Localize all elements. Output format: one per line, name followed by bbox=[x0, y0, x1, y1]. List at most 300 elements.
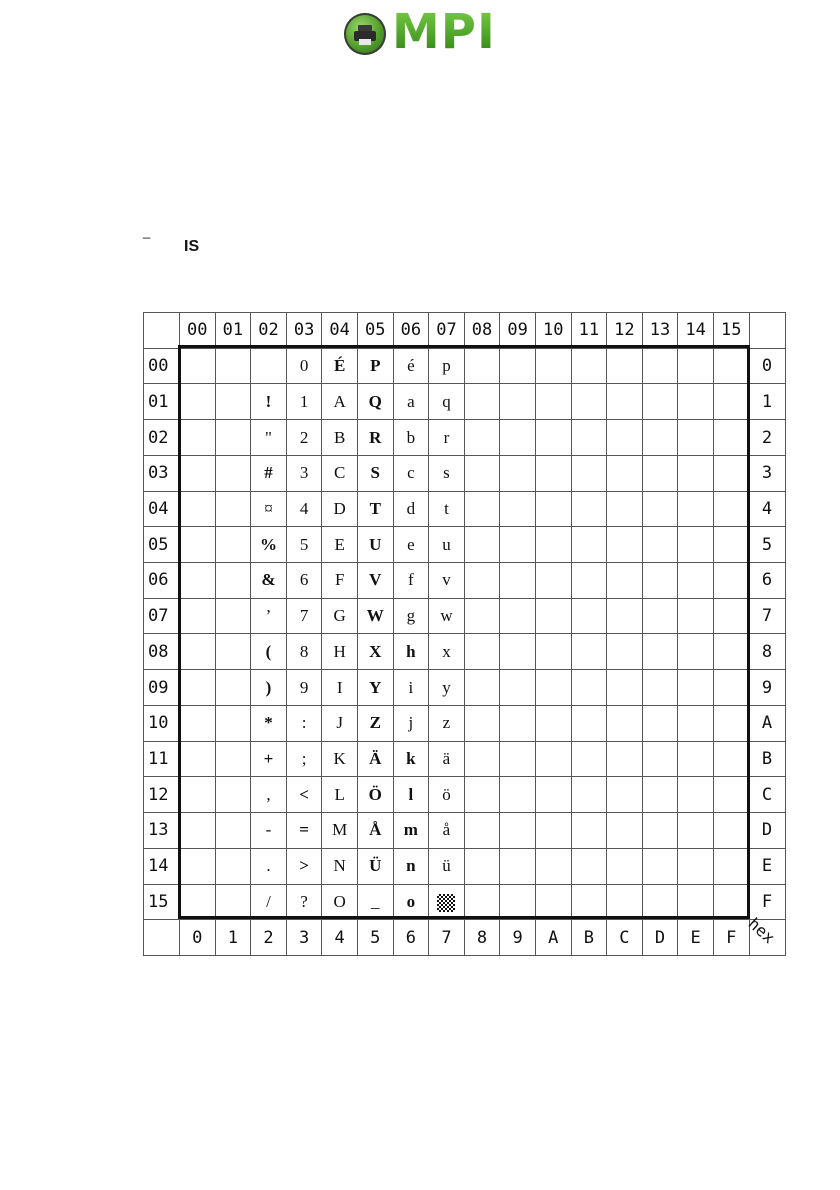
code-cell: y bbox=[429, 670, 465, 706]
code-cell: K bbox=[322, 741, 358, 777]
code-cell bbox=[678, 884, 714, 920]
code-cell bbox=[607, 884, 643, 920]
hex-row-label: C bbox=[749, 777, 785, 813]
code-cell: o bbox=[393, 884, 429, 920]
column-header: 13 bbox=[642, 313, 678, 349]
code-cell bbox=[500, 705, 536, 741]
code-cell bbox=[464, 348, 500, 384]
code-cell: 4 bbox=[286, 491, 322, 527]
code-cell: 0 bbox=[286, 348, 322, 384]
column-header: 01 bbox=[215, 313, 251, 349]
code-cell: ( bbox=[251, 634, 287, 670]
bottom-label-row bbox=[144, 920, 786, 956]
code-cell bbox=[464, 813, 500, 849]
column-header: 12 bbox=[607, 313, 643, 349]
hex-column-label: 5 bbox=[357, 920, 393, 956]
code-cell bbox=[642, 670, 678, 706]
column-header: 08 bbox=[464, 313, 500, 349]
top-right-corner bbox=[749, 313, 785, 349]
column-header: 03 bbox=[286, 313, 322, 349]
code-cell bbox=[571, 634, 607, 670]
code-cell bbox=[713, 598, 749, 634]
column-header: 07 bbox=[429, 313, 465, 349]
code-cell bbox=[464, 884, 500, 920]
printer-icon bbox=[344, 13, 386, 55]
row-header: 05 bbox=[144, 527, 180, 563]
code-cell bbox=[215, 848, 251, 884]
logo-text: MPI bbox=[392, 4, 496, 60]
code-cell bbox=[571, 884, 607, 920]
code-cell bbox=[678, 777, 714, 813]
code-cell: p bbox=[429, 348, 465, 384]
code-cell: I bbox=[322, 670, 358, 706]
code-cell bbox=[642, 848, 678, 884]
code-cell bbox=[642, 813, 678, 849]
code-cell: P bbox=[357, 348, 393, 384]
code-cell bbox=[713, 777, 749, 813]
code-cell bbox=[215, 384, 251, 420]
code-cell: i bbox=[393, 670, 429, 706]
code-cell bbox=[535, 348, 571, 384]
hex-row-label: 0 bbox=[749, 348, 785, 384]
table-row bbox=[144, 741, 786, 777]
column-header: 11 bbox=[571, 313, 607, 349]
code-cell bbox=[642, 491, 678, 527]
column-header: 04 bbox=[322, 313, 358, 349]
code-cell: e bbox=[393, 527, 429, 563]
code-cell bbox=[500, 777, 536, 813]
code-cell bbox=[607, 813, 643, 849]
code-cell bbox=[500, 384, 536, 420]
code-cell: > bbox=[286, 848, 322, 884]
hex-row-label: 1 bbox=[749, 384, 785, 420]
code-cell bbox=[713, 741, 749, 777]
code-cell bbox=[642, 705, 678, 741]
code-cell: C bbox=[322, 455, 358, 491]
hex-row-label: F bbox=[749, 884, 785, 920]
code-cell: & bbox=[251, 563, 287, 599]
code-cell bbox=[464, 634, 500, 670]
table-row bbox=[144, 598, 786, 634]
code-cell: Q bbox=[357, 384, 393, 420]
table-row bbox=[144, 813, 786, 849]
code-cell bbox=[535, 420, 571, 456]
code-cell bbox=[180, 634, 216, 670]
code-cell bbox=[571, 527, 607, 563]
hex-row-label: B bbox=[749, 741, 785, 777]
hex-row-label: 3 bbox=[749, 455, 785, 491]
code-cell bbox=[713, 527, 749, 563]
code-cell bbox=[607, 348, 643, 384]
code-cell bbox=[571, 348, 607, 384]
code-cell bbox=[571, 705, 607, 741]
code-cell bbox=[180, 705, 216, 741]
code-cell bbox=[678, 455, 714, 491]
code-cell bbox=[678, 527, 714, 563]
code-cell bbox=[713, 384, 749, 420]
column-header: 05 bbox=[357, 313, 393, 349]
code-cell bbox=[713, 491, 749, 527]
code-cell: l bbox=[393, 777, 429, 813]
code-cell: _ bbox=[357, 884, 393, 920]
code-cell bbox=[678, 634, 714, 670]
code-cell bbox=[215, 813, 251, 849]
row-header: 14 bbox=[144, 848, 180, 884]
hex-row-label: 2 bbox=[749, 420, 785, 456]
code-cell: Y bbox=[357, 670, 393, 706]
code-cell bbox=[464, 705, 500, 741]
hex-column-label: B bbox=[571, 920, 607, 956]
code-cell bbox=[713, 634, 749, 670]
code-cell bbox=[464, 527, 500, 563]
code-cell: ü bbox=[429, 848, 465, 884]
code-cell bbox=[678, 384, 714, 420]
code-cell bbox=[678, 491, 714, 527]
code-cell bbox=[251, 348, 287, 384]
code-cell bbox=[464, 848, 500, 884]
code-cell bbox=[535, 527, 571, 563]
code-cell bbox=[500, 741, 536, 777]
hex-column-label: F bbox=[713, 920, 749, 956]
code-cell bbox=[464, 420, 500, 456]
hex-column-label: D bbox=[642, 920, 678, 956]
code-cell bbox=[607, 777, 643, 813]
code-cell bbox=[464, 384, 500, 420]
code-cell: å bbox=[429, 813, 465, 849]
code-cell: A bbox=[322, 384, 358, 420]
code-cell bbox=[500, 563, 536, 599]
row-header: 12 bbox=[144, 777, 180, 813]
code-cell bbox=[500, 491, 536, 527]
code-cell bbox=[215, 634, 251, 670]
row-header: 04 bbox=[144, 491, 180, 527]
hex-column-label: 4 bbox=[322, 920, 358, 956]
code-cell: d bbox=[393, 491, 429, 527]
table-row bbox=[144, 670, 786, 706]
hex-column-label: 7 bbox=[429, 920, 465, 956]
code-cell: k bbox=[393, 741, 429, 777]
hex-row-label: 7 bbox=[749, 598, 785, 634]
code-cell: X bbox=[357, 634, 393, 670]
table-row bbox=[144, 634, 786, 670]
code-cell: 3 bbox=[286, 455, 322, 491]
code-cell bbox=[713, 455, 749, 491]
code-cell: 1 bbox=[286, 384, 322, 420]
row-header: 13 bbox=[144, 813, 180, 849]
code-cell bbox=[642, 384, 678, 420]
table-row bbox=[144, 527, 786, 563]
code-cell bbox=[464, 455, 500, 491]
code-cell: V bbox=[357, 563, 393, 599]
code-cell bbox=[607, 563, 643, 599]
code-cell: O bbox=[322, 884, 358, 920]
code-cell bbox=[571, 670, 607, 706]
code-cell bbox=[678, 563, 714, 599]
code-cell: . bbox=[251, 848, 287, 884]
code-cell: - bbox=[251, 813, 287, 849]
table-row bbox=[144, 705, 786, 741]
column-header: 09 bbox=[500, 313, 536, 349]
table-row bbox=[144, 884, 786, 920]
code-cell bbox=[607, 634, 643, 670]
code-cell: x bbox=[429, 634, 465, 670]
row-header: 00 bbox=[144, 348, 180, 384]
code-cell bbox=[642, 420, 678, 456]
hex-column-label: 3 bbox=[286, 920, 322, 956]
table-row bbox=[144, 455, 786, 491]
code-cell bbox=[642, 527, 678, 563]
row-header: 01 bbox=[144, 384, 180, 420]
code-cell: ; bbox=[286, 741, 322, 777]
code-cell: = bbox=[286, 813, 322, 849]
top-left-corner bbox=[144, 313, 180, 349]
code-cell: ! bbox=[251, 384, 287, 420]
code-cell bbox=[571, 598, 607, 634]
code-cell bbox=[215, 491, 251, 527]
code-cell bbox=[607, 670, 643, 706]
code-cell: 5 bbox=[286, 527, 322, 563]
code-cell bbox=[500, 884, 536, 920]
code-cell: É bbox=[322, 348, 358, 384]
code-cell bbox=[464, 598, 500, 634]
row-header: 02 bbox=[144, 420, 180, 456]
hex-row-label: 9 bbox=[749, 670, 785, 706]
code-cell bbox=[429, 884, 465, 920]
code-cell bbox=[571, 813, 607, 849]
code-cell bbox=[607, 384, 643, 420]
code-cell: R bbox=[357, 420, 393, 456]
code-cell: G bbox=[322, 598, 358, 634]
bottom-left-corner bbox=[144, 920, 180, 956]
code-cell bbox=[215, 884, 251, 920]
code-cell: M bbox=[322, 813, 358, 849]
hex-row-label: D bbox=[749, 813, 785, 849]
code-cell bbox=[500, 455, 536, 491]
code-cell bbox=[535, 741, 571, 777]
code-cell: r bbox=[429, 420, 465, 456]
code-cell: Z bbox=[357, 705, 393, 741]
table-row bbox=[144, 777, 786, 813]
hex-column-label: 2 bbox=[251, 920, 287, 956]
code-cell: + bbox=[251, 741, 287, 777]
code-cell: v bbox=[429, 563, 465, 599]
row-header: 06 bbox=[144, 563, 180, 599]
code-cell: a bbox=[393, 384, 429, 420]
hex-row-label: E bbox=[749, 848, 785, 884]
code-cell bbox=[215, 420, 251, 456]
table-row bbox=[144, 384, 786, 420]
column-header: 06 bbox=[393, 313, 429, 349]
code-cell bbox=[180, 848, 216, 884]
code-cell: 7 bbox=[286, 598, 322, 634]
code-cell bbox=[535, 848, 571, 884]
code-cell bbox=[535, 455, 571, 491]
code-cell bbox=[642, 348, 678, 384]
code-cell bbox=[464, 670, 500, 706]
column-header: 10 bbox=[535, 313, 571, 349]
code-cell bbox=[678, 598, 714, 634]
code-cell bbox=[180, 527, 216, 563]
code-cell: 6 bbox=[286, 563, 322, 599]
code-cell: F bbox=[322, 563, 358, 599]
code-cell bbox=[180, 670, 216, 706]
column-header: 00 bbox=[180, 313, 216, 349]
code-cell bbox=[180, 813, 216, 849]
code-cell: w bbox=[429, 598, 465, 634]
code-cell bbox=[500, 634, 536, 670]
code-cell: g bbox=[393, 598, 429, 634]
code-cell: " bbox=[251, 420, 287, 456]
code-cell: ’ bbox=[251, 598, 287, 634]
code-cell bbox=[535, 813, 571, 849]
code-cell: Å bbox=[357, 813, 393, 849]
mpi-logo bbox=[344, 4, 499, 60]
code-cell bbox=[642, 884, 678, 920]
code-cell bbox=[215, 670, 251, 706]
code-cell: < bbox=[286, 777, 322, 813]
code-cell bbox=[571, 741, 607, 777]
code-cell: 9 bbox=[286, 670, 322, 706]
code-cell bbox=[215, 705, 251, 741]
code-cell bbox=[607, 705, 643, 741]
code-cell bbox=[642, 777, 678, 813]
code-cell: L bbox=[322, 777, 358, 813]
charset-label: IS bbox=[184, 238, 200, 255]
code-cell bbox=[713, 420, 749, 456]
code-cell: 2 bbox=[286, 420, 322, 456]
code-cell bbox=[215, 598, 251, 634]
code-cell: H bbox=[322, 634, 358, 670]
code-cell: ? bbox=[286, 884, 322, 920]
code-cell: b bbox=[393, 420, 429, 456]
row-header: 10 bbox=[144, 705, 180, 741]
code-cell: ) bbox=[251, 670, 287, 706]
code-cell bbox=[180, 348, 216, 384]
table-row bbox=[144, 420, 786, 456]
hex-row-label: 4 bbox=[749, 491, 785, 527]
code-cell: S bbox=[357, 455, 393, 491]
code-cell bbox=[535, 777, 571, 813]
hex-column-label: A bbox=[535, 920, 571, 956]
code-cell bbox=[571, 491, 607, 527]
code-cell: n bbox=[393, 848, 429, 884]
code-cell bbox=[642, 634, 678, 670]
code-cell bbox=[180, 384, 216, 420]
code-cell: Ö bbox=[357, 777, 393, 813]
hex-column-label: 0 bbox=[180, 920, 216, 956]
code-cell: ¤ bbox=[251, 491, 287, 527]
row-header: 15 bbox=[144, 884, 180, 920]
code-cell bbox=[535, 884, 571, 920]
code-cell bbox=[678, 848, 714, 884]
code-cell bbox=[607, 491, 643, 527]
code-cell bbox=[642, 563, 678, 599]
code-cell: u bbox=[429, 527, 465, 563]
code-cell bbox=[180, 491, 216, 527]
code-cell: q bbox=[429, 384, 465, 420]
code-cell: ö bbox=[429, 777, 465, 813]
hex-corner-label: hex bbox=[744, 913, 779, 948]
code-cell bbox=[215, 777, 251, 813]
code-cell bbox=[607, 455, 643, 491]
hex-column-label: 9 bbox=[500, 920, 536, 956]
code-cell bbox=[607, 420, 643, 456]
table-row bbox=[144, 848, 786, 884]
code-cell bbox=[535, 384, 571, 420]
code-cell bbox=[500, 598, 536, 634]
code-cell bbox=[464, 777, 500, 813]
hex-row-label: A bbox=[749, 705, 785, 741]
code-cell: j bbox=[393, 705, 429, 741]
hex-row-label: 6 bbox=[749, 563, 785, 599]
column-header: 02 bbox=[251, 313, 287, 349]
code-cell bbox=[500, 848, 536, 884]
code-cell bbox=[571, 455, 607, 491]
checkerboard-glyph bbox=[437, 894, 455, 912]
code-cell: # bbox=[251, 455, 287, 491]
code-cell bbox=[180, 741, 216, 777]
code-cell bbox=[713, 348, 749, 384]
code-cell bbox=[215, 741, 251, 777]
code-cell bbox=[713, 813, 749, 849]
code-cell: é bbox=[393, 348, 429, 384]
code-cell bbox=[571, 420, 607, 456]
code-cell bbox=[215, 563, 251, 599]
hex-column-label: E bbox=[678, 920, 714, 956]
code-cell bbox=[678, 348, 714, 384]
code-cell bbox=[678, 741, 714, 777]
hex-column-label: C bbox=[607, 920, 643, 956]
code-cell: c bbox=[393, 455, 429, 491]
code-cell bbox=[500, 420, 536, 456]
code-cell bbox=[678, 670, 714, 706]
code-cell bbox=[571, 848, 607, 884]
code-cell: s bbox=[429, 455, 465, 491]
code-cell: Ü bbox=[357, 848, 393, 884]
table-row bbox=[144, 491, 786, 527]
row-header: 07 bbox=[144, 598, 180, 634]
code-cell: : bbox=[286, 705, 322, 741]
code-cell bbox=[464, 563, 500, 599]
code-cell bbox=[713, 848, 749, 884]
code-cell bbox=[535, 705, 571, 741]
row-header: 08 bbox=[144, 634, 180, 670]
code-cell bbox=[180, 884, 216, 920]
code-cell bbox=[180, 455, 216, 491]
code-cell bbox=[607, 527, 643, 563]
column-header: 15 bbox=[713, 313, 749, 349]
code-cell bbox=[607, 741, 643, 777]
code-cell: ä bbox=[429, 741, 465, 777]
code-cell bbox=[535, 598, 571, 634]
hex-column-label: 8 bbox=[464, 920, 500, 956]
code-cell: E bbox=[322, 527, 358, 563]
code-cell bbox=[500, 527, 536, 563]
code-cell bbox=[464, 741, 500, 777]
code-cell: / bbox=[251, 884, 287, 920]
code-cell: * bbox=[251, 705, 287, 741]
code-cell bbox=[713, 670, 749, 706]
code-cell bbox=[678, 420, 714, 456]
code-cell: N bbox=[322, 848, 358, 884]
code-cell bbox=[713, 884, 749, 920]
code-cell bbox=[607, 598, 643, 634]
hex-row-label: 8 bbox=[749, 634, 785, 670]
code-cell bbox=[713, 705, 749, 741]
code-cell bbox=[535, 491, 571, 527]
row-header: 09 bbox=[144, 670, 180, 706]
table-row bbox=[144, 563, 786, 599]
